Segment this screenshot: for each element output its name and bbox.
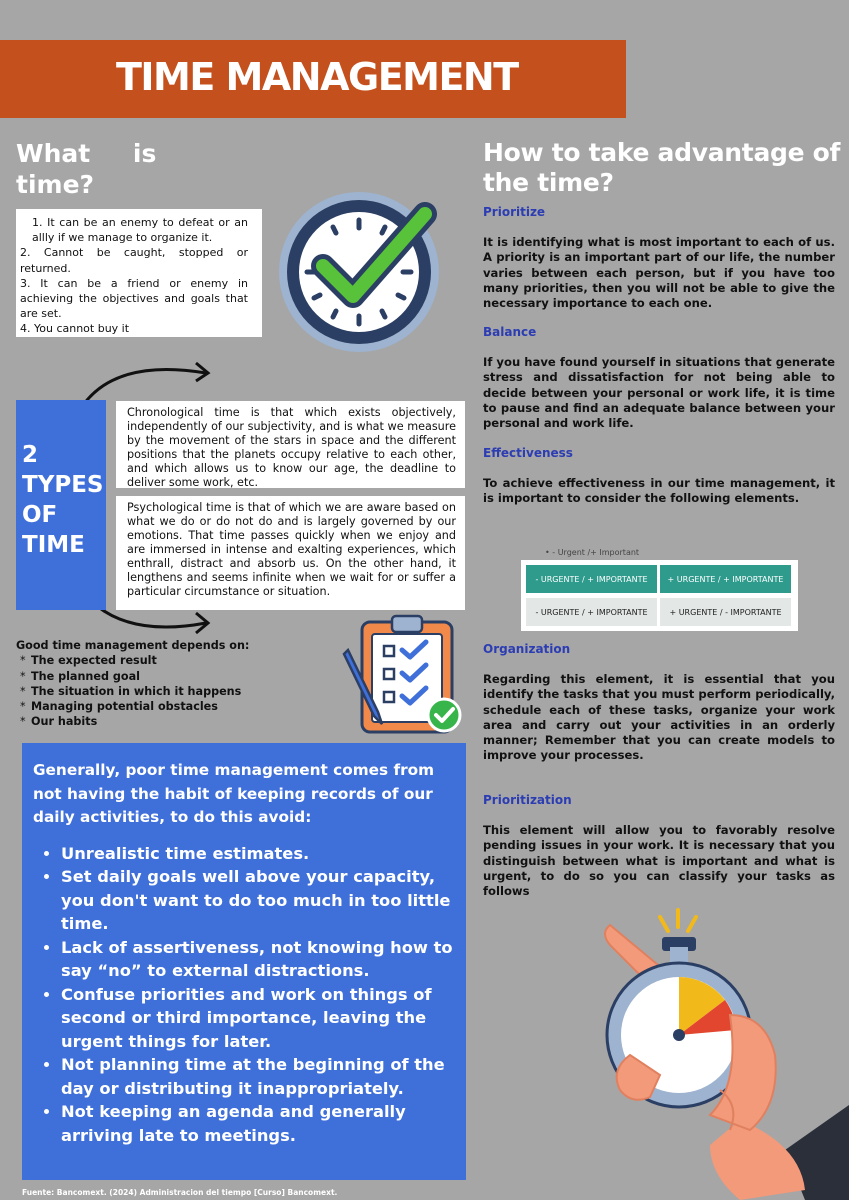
clock-check-icon	[275, 186, 445, 356]
clipboard-checklist-icon	[340, 612, 470, 737]
list-item: * The planned goal	[16, 669, 249, 684]
stopwatch-hand-icon	[590, 905, 849, 1200]
definition-item: 4. You cannot buy it	[20, 322, 130, 336]
list-item: • Lack of assertiveness, not knowing how to say “no” to external distractions.	[61, 936, 456, 983]
section-heading: Organization	[483, 642, 571, 656]
section-heading: Effectiveness	[483, 446, 573, 460]
definition-item: 3. It can be a friend or enemy in achieving the objectives and goals that are set.	[20, 276, 248, 321]
source-citation: Fuente: Bancomext. (2024) Administracion del tiempo [Curso] Bancomext.	[22, 1188, 338, 1197]
list-item: • Not keeping an agenda and generally arriving late to meetings.	[61, 1100, 456, 1147]
list-item: • Not planning time at the beginning of the day or distributing it inappropriately.	[61, 1053, 456, 1100]
section-heading: Prioritize	[483, 205, 546, 219]
list-item: * The expected result	[16, 653, 249, 668]
list-item: • Confuse priorities and work on things of second or third importance, leaving the urgent things for later.	[61, 983, 456, 1054]
section-prioritize	[483, 205, 835, 311]
section-balance	[483, 325, 835, 431]
matrix-cell: - URGENTE / + IMPORTANTE	[526, 598, 657, 626]
matrix-cell: + URGENTE / + IMPORTANTE	[660, 565, 791, 593]
good-management-list	[16, 638, 249, 730]
section-heading: Prioritization	[483, 793, 572, 807]
left-heading: What is time?	[16, 139, 157, 199]
psychological-time-box: Psychological time is that of which we are aware based on what we do or do not do and is largely governed by our emotions. That time passes quickly when we enjoy and are immersed in intense and exalting experiences, which enthrall, distract and absorb us. On the other hand, it lengthens and seems infinite when we wait for or suffer a particular circumstance or situation.	[116, 496, 465, 610]
right-heading: How to take advantage of the time?	[483, 138, 841, 197]
list-item: * Managing potential obstacles	[16, 699, 249, 714]
matrix-cell: + URGENTE / - IMPORTANTE	[660, 598, 791, 626]
list-item: • Unrealistic time estimates.	[61, 842, 456, 866]
list-item: * The situation in which it happens	[16, 684, 249, 699]
section-text: Regarding this element, it is essential that you identify the tasks that you must perform periodically, schedule each of these tasks, organize your work area and carry out your activities in an orderly manner; Remember that you can create models to improve your processes.	[483, 672, 835, 763]
priority-matrix	[521, 560, 798, 631]
poor-management-intro: Generally, poor time management comes from not having the habit of keeping records of our daily activities, to do this avoid:	[33, 761, 435, 826]
section-text: This element will allow you to favorably resolve pending issues in your work. It is necessary that you distinguish between what is important and what is urgent, to do so you can classify your tasks as follows	[483, 823, 835, 899]
chronological-time-box: Chronological time is that which exists objectively, independently of our subjectivity, and is what we measure by the movement of the stars in space and the different positions that the planets occupy relative to each other, and which allows us to know our age, the deadline to deliver some work, etc.	[116, 401, 465, 488]
section-text: It is identifying what is most important to each of us. A priority is an important part of our life, the number varies between each person, but if you have too many priorities, then you will not be able to give the necessary importance to each one.	[483, 235, 835, 311]
poor-management-panel	[22, 743, 466, 1180]
good-management-heading: Good time management depends on:	[16, 639, 250, 652]
section-heading: Balance	[483, 325, 537, 339]
page-title: TIME MANAGEMENT	[116, 55, 518, 99]
section-text: To achieve effectiveness in our time management, it is important to consider the following elements.	[483, 476, 835, 506]
types-of-time-label	[16, 400, 106, 610]
definition-item: 1. It can be an enemy to defeat or an allly if we manage to organize it.	[32, 216, 248, 245]
section-text: If you have found yourself in situations that generate stress and dissatisfaction for not being able to decide between your personal or work life, it is time to pause and find an adequate balance between your personal and work life.	[483, 355, 835, 431]
definition-item: 2. Cannot be caught, stopped or returned.	[20, 246, 248, 275]
definitions-box	[16, 209, 262, 337]
section-prioritization	[483, 793, 835, 899]
matrix-cell: - URGENTE / + IMPORTANTE	[526, 565, 657, 593]
section-effectiveness	[483, 446, 835, 507]
list-item: * Our habits	[16, 714, 249, 729]
title-banner	[0, 40, 626, 118]
matrix-note: • - Urgent /+ Important	[545, 548, 640, 557]
section-organization	[483, 642, 835, 764]
list-item: • Set daily goals well above your capacity, you don't want to do too much in too little time.	[61, 865, 456, 936]
types-of-time-text: 2 TYPES OF TIME	[22, 442, 104, 558]
